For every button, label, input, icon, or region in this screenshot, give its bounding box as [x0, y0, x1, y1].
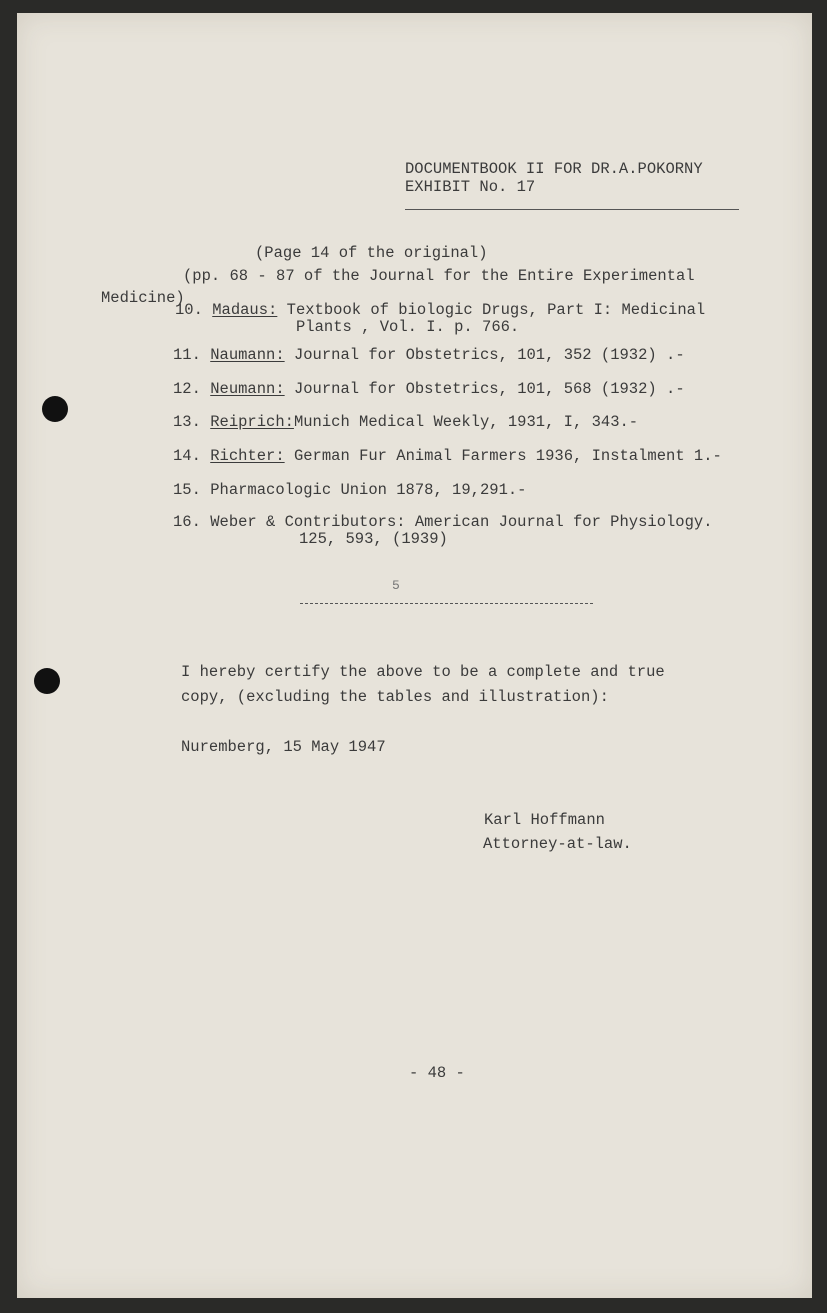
page-number: - 48 - [409, 1064, 465, 1082]
page-note: (Page 14 of the original) [255, 244, 488, 262]
separator-mark: 5 [392, 578, 400, 593]
signature-name: Karl Hoffmann [484, 811, 605, 829]
reference-item: 15. Pharmacologic Union 1878, 19,291.- [173, 481, 527, 499]
source-line-cont: Medicine) [101, 289, 185, 307]
header-exhibit: EXHIBIT No. 17 [405, 178, 536, 196]
reference-item: 12. Neumann: Journal for Obstetrics, 101, 568 (1932) .- [173, 380, 685, 398]
certification-line: I hereby certify the above to be a complete and true [181, 663, 665, 681]
reference-item-cont: Plants , Vol. I. p. 766. [296, 318, 520, 336]
separator-rule [300, 603, 593, 604]
reference-item: 14. Richter: German Fur Animal Farmers 1936, Instalment 1.- [173, 447, 722, 465]
reference-item: 13. Reiprich:Munich Medical Weekly, 1931, I, 343.- [173, 413, 639, 431]
punch-hole [34, 668, 60, 694]
certification-line: copy, (excluding the tables and illustration): [181, 688, 609, 706]
document-page [17, 13, 812, 1298]
reference-item-cont: 125, 593, (1939) [299, 530, 448, 548]
punch-hole [42, 396, 68, 422]
reference-item: 11. Naumann: Journal for Obstetrics, 101, 352 (1932) .- [173, 346, 685, 364]
header-title: DOCUMENTBOOK II FOR DR.A.POKORNY [405, 160, 703, 178]
signature-title: Attorney-at-law. [483, 835, 632, 853]
reference-item: 10. Madaus: Textbook of biologic Drugs, Part I: Medicinal [175, 301, 706, 319]
place-date: Nuremberg, 15 May 1947 [181, 738, 386, 756]
reference-item: 16. Weber & Contributors: American Journal for Physiology. [173, 513, 713, 531]
source-line: (pp. 68 - 87 of the Journal for the Entire Experimental [183, 267, 695, 285]
header-rule [405, 209, 739, 210]
